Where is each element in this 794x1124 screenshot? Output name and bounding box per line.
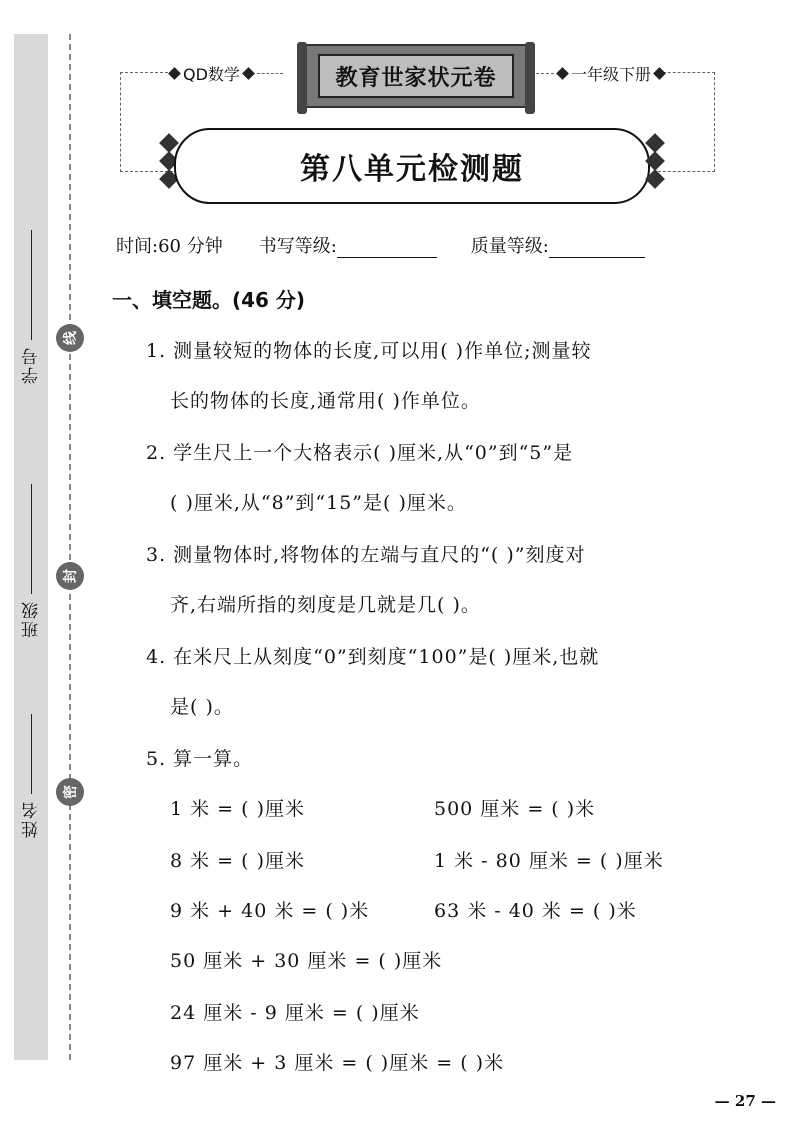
seal-feng-mark: 封	[56, 562, 84, 590]
calc-2-right[interactable]: 1 米 - 80 厘米 = ( )厘米	[434, 850, 664, 872]
calc-4[interactable]: 50 厘米 + 30 厘米 = ( )厘米	[170, 950, 443, 972]
name-field[interactable]	[14, 714, 48, 838]
class-underline	[31, 484, 32, 594]
scroll-cap-right	[525, 42, 535, 114]
question-4-line-1[interactable]: 4. 在米尺上从刻度“0”到刻度“100”是( )厘米,也就	[146, 646, 600, 668]
seal-mi-mark: 密	[56, 778, 84, 806]
question-4-line-2[interactable]: 是( )。	[170, 696, 234, 718]
question-1-line-1[interactable]: 1. 测量较短的物体的长度,可以用( )作单位;测量较	[146, 340, 592, 362]
series-title-scroll	[303, 44, 529, 108]
student-number-underline	[31, 230, 32, 340]
calc-6[interactable]: 97 厘米 + 3 厘米 = ( )厘米 = ( )米	[170, 1052, 505, 1074]
subject-tag	[170, 62, 283, 85]
calc-1-left[interactable]: 1 米 = ( )厘米	[170, 798, 305, 820]
scroll-cap-left	[297, 42, 307, 114]
question-5-title: 5. 算一算。	[146, 748, 254, 770]
writing-grade-blank[interactable]	[337, 239, 437, 258]
time-limit: 时间:60 分钟	[116, 236, 223, 257]
right-bracket	[658, 72, 715, 172]
series-title: 教育世家状元卷	[318, 54, 514, 98]
calc-3-left[interactable]: 9 米 + 40 米 = ( )米	[170, 900, 370, 922]
page-title: 第八单元检测题	[300, 152, 524, 187]
calc-3-right[interactable]: 63 米 - 40 米 = ( )米	[434, 900, 637, 922]
calc-1-right[interactable]: 500 厘米 = ( )米	[434, 798, 596, 820]
diamond-icon	[556, 67, 569, 80]
question-3-line-2[interactable]: 齐,右端所指的刻度是几就是几( )。	[170, 594, 481, 616]
header	[0, 40, 794, 120]
question-3-line-1[interactable]: 3. 测量物体时,将物体的左端与直尺的“( )”刻度对	[146, 544, 586, 566]
calc-5[interactable]: 24 厘米 - 9 厘米 = ( )厘米	[170, 1002, 420, 1024]
diamond-icon	[168, 67, 181, 80]
question-2-line-1[interactable]: 2. 学生尺上一个大格表示( )厘米,从“0”到“5”是	[146, 442, 574, 464]
seal-line-mark: 线	[56, 324, 84, 352]
diamond-icon	[242, 67, 255, 80]
banner-body	[174, 128, 650, 204]
quality-grade-label: 质量等级:	[470, 236, 549, 257]
grade-tag	[536, 62, 664, 85]
student-number-label: 学号	[21, 346, 42, 384]
question-2-line-2[interactable]: ( )厘米,从“8”到“15”是( )厘米。	[170, 492, 467, 514]
page-number: — 27 —	[714, 1092, 776, 1110]
banner-diamonds-right	[648, 136, 662, 186]
quality-grade-blank[interactable]	[549, 239, 645, 258]
section-title: 一、填空题。(46 分)	[112, 288, 306, 312]
calc-2-left[interactable]: 8 米 = ( )厘米	[170, 850, 305, 872]
class-label: 班级	[21, 600, 42, 638]
diamond-icon	[653, 67, 666, 80]
cut-line	[69, 34, 71, 1060]
subject-label: QD数学	[183, 65, 240, 84]
student-number-field[interactable]	[14, 230, 48, 384]
grade-label: 一年级下册	[571, 65, 652, 84]
name-label: 姓名	[21, 800, 42, 838]
writing-grade-label: 书写等级:	[258, 236, 337, 257]
name-underline	[31, 714, 32, 794]
exam-meta	[116, 232, 736, 258]
title-banner	[160, 126, 664, 210]
question-1-line-2[interactable]: 长的物体的长度,通常用( )作单位。	[170, 390, 481, 412]
class-field[interactable]	[14, 484, 48, 638]
binding-strip	[14, 34, 48, 1060]
